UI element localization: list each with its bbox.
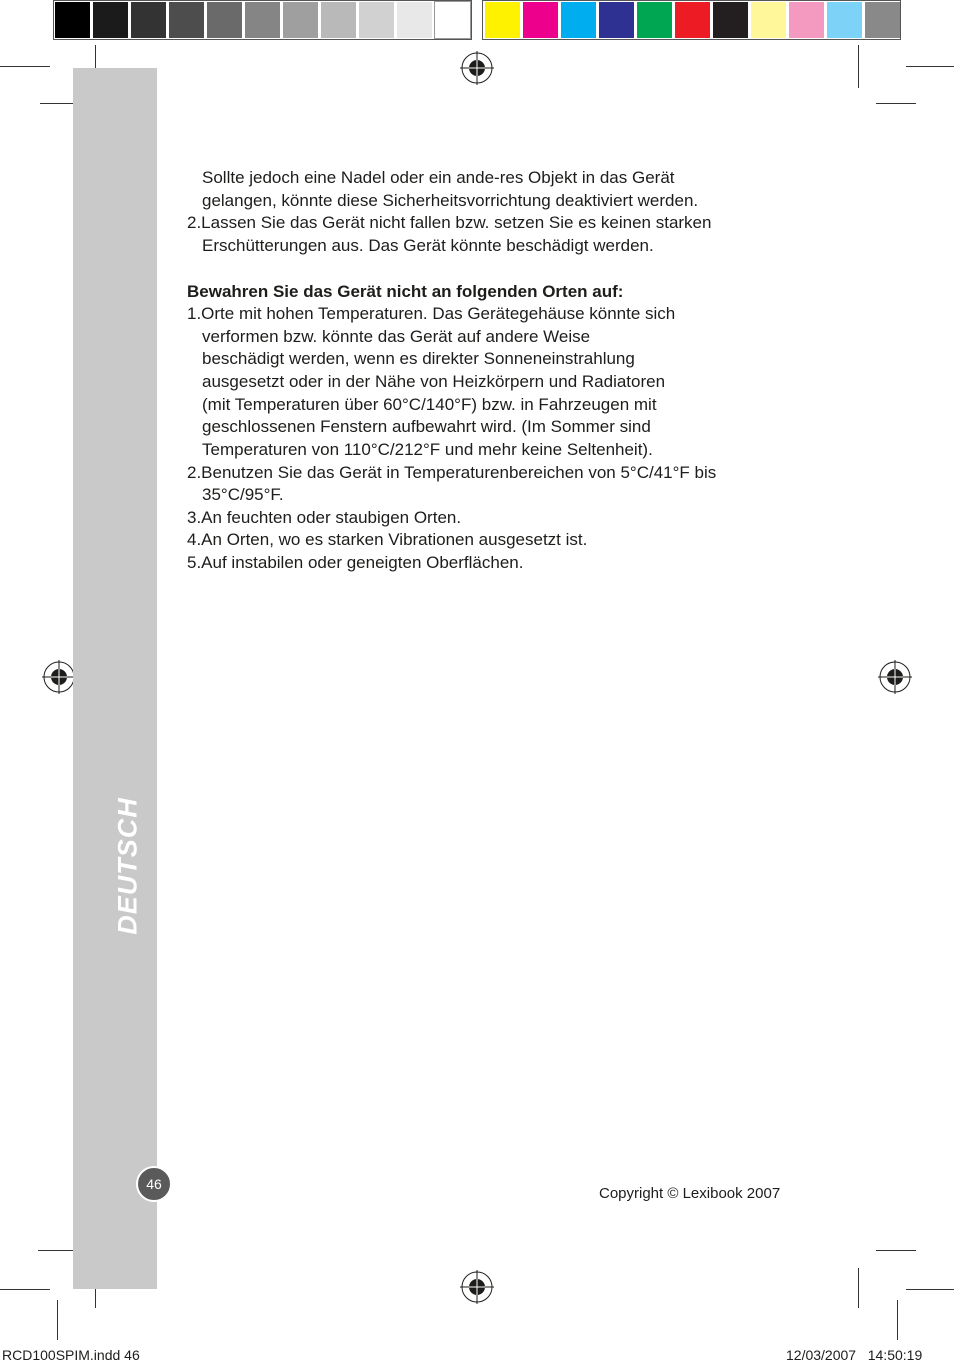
color-swatch (169, 2, 204, 38)
language-side-strip (73, 68, 157, 1289)
color-swatch (485, 2, 520, 38)
list-item: 1.Orte mit hohen Temperaturen. Das Gerätegehäuse könnte sich (187, 304, 676, 323)
color-swatch (245, 2, 280, 38)
text-line: geschlossenen Fenstern aufbewahrt wird. (Im Sommer sind (202, 417, 651, 436)
text-line: Temperaturen von 110°C/212°F und mehr keine Seltenheit). (202, 440, 653, 459)
color-swatch (359, 2, 394, 38)
color-swatch (675, 2, 710, 38)
color-swatch (131, 2, 166, 38)
color-swatch (321, 2, 356, 38)
color-swatch (207, 2, 242, 38)
crop-mark (858, 1268, 859, 1308)
crop-mark (858, 45, 859, 88)
color-swatch (751, 2, 786, 38)
registration-mark-icon (42, 660, 76, 694)
crop-mark (0, 1289, 50, 1290)
text-line: (mit Temperaturen über 60°C/140°F) bzw. in Fahrzeugen mit (202, 395, 657, 414)
copyright-notice: Copyright © Lexibook 2007 (599, 1185, 781, 1202)
color-swatch (789, 2, 824, 38)
color-swatch (827, 2, 862, 38)
crop-mark (876, 1250, 916, 1251)
list-item: 4.An Orten, wo es starken Vibrationen ausgesetzt ist. (187, 530, 588, 549)
registration-mark-icon (460, 51, 494, 85)
crop-mark (57, 1300, 58, 1340)
slug-file-name: RCD100SPIM.indd 46 (2, 1347, 140, 1363)
text-line: Sollte jedoch eine Nadel oder ein ande-res Objekt in das Gerät (202, 168, 675, 187)
crop-mark (906, 1289, 954, 1290)
language-label: DEUTSCH (112, 797, 143, 935)
color-swatch (865, 2, 900, 38)
crop-mark (897, 1300, 898, 1340)
color-swatch (435, 2, 470, 38)
color-swatch (713, 2, 748, 38)
color-swatch (283, 2, 318, 38)
text-line: gelangen, könnte diese Sicherheitsvorrichtung deaktiviert werden. (202, 191, 699, 210)
color-swatch (397, 2, 432, 38)
color-swatch (523, 2, 558, 38)
text-line: verformen bzw. könnte das Gerät auf andere Weise (202, 327, 591, 346)
registration-mark-icon (460, 1270, 494, 1304)
slug-date-time: 12/03/2007 14:50:19 (786, 1347, 923, 1363)
page-number-badge: 46 (136, 1166, 172, 1202)
text-line: 35°C/95°F. (202, 485, 284, 504)
color-swatch (599, 2, 634, 38)
list-item: 3.An feuchten oder staubigen Orten. (187, 508, 462, 527)
color-swatch (55, 2, 90, 38)
list-item: 5.Auf instabilen oder geneigten Oberflächen. (187, 553, 524, 572)
text-line: Erschütterungen aus. Das Gerät könnte beschädigt werden. (202, 236, 654, 255)
color-swatch (637, 2, 672, 38)
list-item: 2.Lassen Sie das Gerät nicht fallen bzw. setzen Sie es keinen starken (187, 213, 712, 232)
crop-mark (876, 103, 916, 104)
crop-mark (0, 66, 50, 67)
color-swatch (561, 2, 596, 38)
crop-mark (38, 1250, 78, 1251)
section-heading: Bewahren Sie das Gerät nicht an folgenden Orten auf: (187, 282, 624, 301)
registration-mark-icon (878, 660, 912, 694)
list-item: 2.Benutzen Sie das Gerät in Temperaturenbereichen von 5°C/41°F bis (187, 463, 717, 482)
text-line: beschädigt werden, wenn es direkter Sonneneinstrahlung (202, 349, 635, 368)
color-swatch (93, 2, 128, 38)
crop-mark (906, 66, 954, 67)
text-line: ausgesetzt oder in der Nähe von Heizkörpern und Radiatoren (202, 372, 666, 391)
